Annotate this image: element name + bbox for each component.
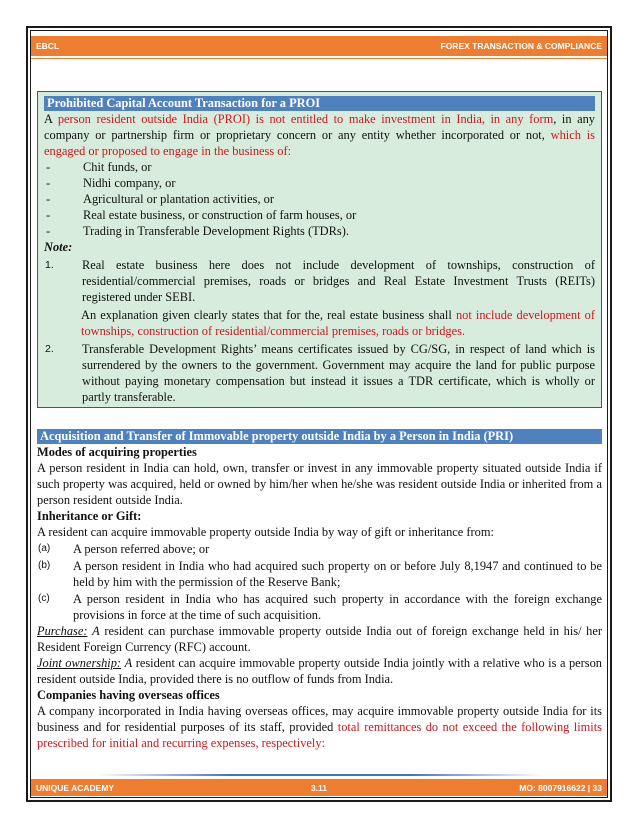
inherit-text: A resident can acquire immovable property outside India by way of gift or inheritance from:: [37, 525, 494, 539]
proi-intro: A person resident outside India (PROI) is not entitled to make investment in India, in any form, in any company or partnership firm or proprietary concern or any entity whether incorporated or not, which is engaged or proposed to engage in the business of:: [44, 112, 595, 158]
note-label: Note:: [44, 240, 73, 254]
list-item: (c) A person resident in India who has acquired such property in accordance with the foreign exchange provisions in force at the time of such acquisition.: [38, 592, 602, 622]
note-item-1: 1. Real estate business here does not include development of townships, construction of residential/commercial premises, roads or bridges and Real Estate Investment Trusts (REITs) registered under SEBI.: [45, 258, 595, 304]
company-heading: Companies having overseas offices: [37, 688, 220, 702]
list-item: (b) A person resident in India who had acquired such property on or before July 8,1947 and continued to be held by him with the permission of the Reserve Bank;: [38, 559, 602, 589]
list-item: - Agricultural or plantation activities, or: [46, 192, 274, 206]
proi-title: Prohibited Capital Account Transaction for a PROI: [44, 96, 595, 111]
modes-heading: Modes of acquiring properties: [37, 445, 197, 459]
note-item-2: 2. Transferable Development Rights’ means certificates issued by CG/SG, in respect of land which is surrendered by the owners to the government. Government may acquire the land for public purpose without paying monetary compensation but instead it issues a TDR certificate, which is wholly or partly transferable.: [45, 342, 595, 404]
joint-ownership-text: Joint ownership: A resident can acquire immovable property outside India jointly with a relative who is a person resident outside India, provided there is no outflow of funds from India.: [37, 656, 602, 686]
proi-box: [37, 91, 602, 408]
header-left: EBCL: [36, 41, 60, 51]
list-item: - Trading in Transferable Development Rights (TDRs).: [46, 224, 349, 238]
pri-title: Acquisition and Transfer of Immovable property outside India by a Person in India (PRI): [37, 429, 602, 444]
footer-rule: [96, 774, 544, 776]
pri-section: [37, 429, 602, 751]
header-right: FOREX TRANSACTION & COMPLIANCE: [440, 41, 602, 51]
footer-left: UNIQUE ACADEMY: [36, 782, 115, 793]
purchase-text: Purchase: A resident can purchase immovable property outside India out of foreign exchange held in his/ her Resident Foreign Currency (RFC) account.: [37, 624, 602, 654]
list-item: - Nidhi company, or: [46, 176, 176, 190]
note-1-explanation: An explanation given clearly states that for the, real estate business shall not include development of townships, construction of residential/commercial premises, roads or bridges.: [81, 308, 596, 338]
company-text: A company incorporated in India having overseas offices, may acquire immovable property outside India for its business and for residential purposes of its staff, provided total remittances do not exceed the following limits prescribed for initial and recurring expenses, respectively:: [37, 704, 602, 750]
list-item: - Real estate business, or construction of farm houses, or: [46, 208, 357, 222]
modes-text: A person resident in India can hold, own, transfer or invest in any immovable property situated outside India if such property was acquired, held or owned by him/her when he/she was resident outside India or inherited from a person resident outside India.: [37, 461, 602, 507]
page-footer: [31, 779, 607, 796]
list-item: - Chit funds, or: [46, 160, 152, 174]
inherit-heading: Inheritance or Gift:: [37, 509, 142, 523]
footer-right: MO: 8007916622 | 33: [519, 782, 602, 793]
footer-page-number: 3.11: [310, 782, 328, 793]
page-header: [31, 36, 607, 56]
list-item: (a) A person referred above; or: [38, 542, 210, 556]
header-rule: [31, 58, 607, 59]
